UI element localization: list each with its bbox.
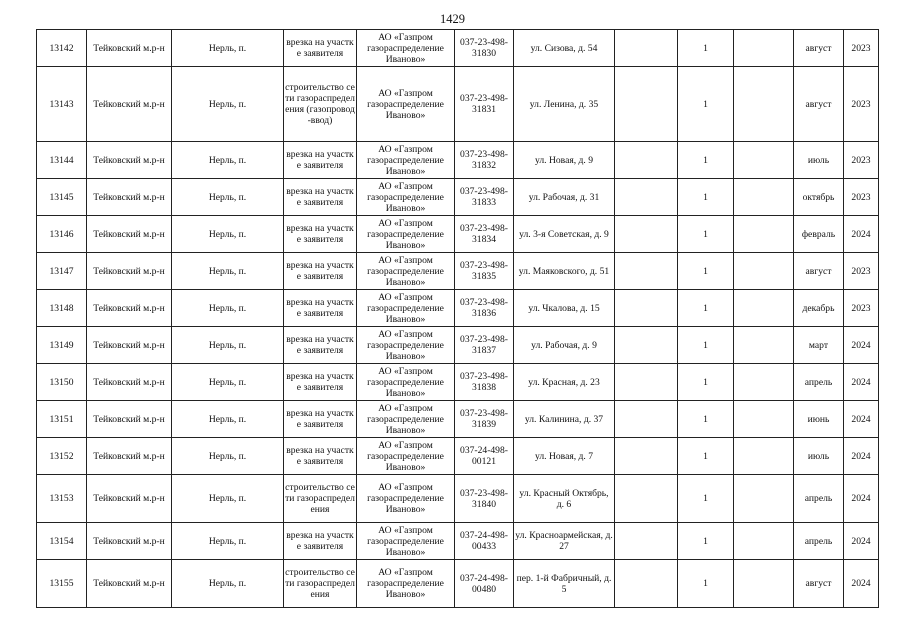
- year-cell: 2024: [844, 523, 879, 560]
- blank-cell-cell: [734, 253, 794, 290]
- year-cell: 2023: [844, 67, 879, 142]
- month-cell: июль: [794, 438, 844, 475]
- address-cell: ул. Маяковского, д. 51: [514, 253, 615, 290]
- count-cell: 1: [678, 67, 734, 142]
- extra-cell-cell: [615, 438, 678, 475]
- organization-cell: АО «Газпром газораспределение Иваново»: [357, 438, 455, 475]
- table-row: [37, 67, 879, 142]
- table-row: [37, 253, 879, 290]
- count-cell: 1: [678, 216, 734, 253]
- address-cell: ул. Рабочая, д. 9: [514, 327, 615, 364]
- page-number: 1429: [440, 12, 465, 26]
- address-cell: ул. Рабочая, д. 31: [514, 179, 615, 216]
- blank-cell-cell: [734, 523, 794, 560]
- work-type-cell: врезка на участке заявителя: [284, 364, 357, 401]
- count-cell: 1: [678, 142, 734, 179]
- address-cell: ул. Красноармейская, д. 27: [514, 523, 615, 560]
- extra-cell-cell: [615, 523, 678, 560]
- application-number-cell: 037-24-498-00121: [455, 438, 514, 475]
- row-number-cell: 13154: [37, 523, 87, 560]
- row-number-cell: 13152: [37, 438, 87, 475]
- year-cell: 2023: [844, 290, 879, 327]
- district-cell: Тейковский м.р-н: [87, 67, 172, 142]
- year-cell: 2023: [844, 142, 879, 179]
- application-number-cell: 037-23-498-31834: [455, 216, 514, 253]
- work-type-cell: врезка на участке заявителя: [284, 401, 357, 438]
- count-cell: 1: [678, 523, 734, 560]
- count-cell: 1: [678, 253, 734, 290]
- extra-cell-cell: [615, 290, 678, 327]
- blank-cell-cell: [734, 67, 794, 142]
- locality-cell: Нерль, п.: [172, 216, 284, 253]
- work-type-cell: строительство сети газораспределения: [284, 475, 357, 523]
- count-cell: 1: [678, 30, 734, 67]
- row-number-cell: 13143: [37, 67, 87, 142]
- row-number-cell: 13147: [37, 253, 87, 290]
- organization-cell: АО «Газпром газораспределение Иваново»: [357, 560, 455, 608]
- locality-cell: Нерль, п.: [172, 179, 284, 216]
- locality-cell: Нерль, п.: [172, 560, 284, 608]
- application-number-cell: 037-23-498-31837: [455, 327, 514, 364]
- year-cell: 2024: [844, 438, 879, 475]
- extra-cell-cell: [615, 364, 678, 401]
- district-cell: Тейковский м.р-н: [87, 179, 172, 216]
- row-number-cell: 13148: [37, 290, 87, 327]
- locality-cell: Нерль, п.: [172, 67, 284, 142]
- application-number-cell: 037-23-498-31831: [455, 67, 514, 142]
- organization-cell: АО «Газпром газораспределение Иваново»: [357, 30, 455, 67]
- work-type-cell: врезка на участке заявителя: [284, 179, 357, 216]
- work-type-cell: врезка на участке заявителя: [284, 523, 357, 560]
- extra-cell-cell: [615, 327, 678, 364]
- locality-cell: Нерль, п.: [172, 327, 284, 364]
- blank-cell-cell: [734, 475, 794, 523]
- address-cell: ул. Ленина, д. 35: [514, 67, 615, 142]
- month-cell: август: [794, 560, 844, 608]
- table-row: [37, 216, 879, 253]
- count-cell: 1: [678, 560, 734, 608]
- table-row: [37, 179, 879, 216]
- district-cell: Тейковский м.р-н: [87, 364, 172, 401]
- month-cell: июль: [794, 142, 844, 179]
- district-cell: Тейковский м.р-н: [87, 142, 172, 179]
- table-row: [37, 401, 879, 438]
- table-row: [37, 142, 879, 179]
- table-row: [37, 290, 879, 327]
- blank-cell-cell: [734, 30, 794, 67]
- locality-cell: Нерль, п.: [172, 438, 284, 475]
- registry-body: [37, 30, 879, 608]
- count-cell: 1: [678, 438, 734, 475]
- registry-table: [36, 29, 879, 608]
- month-cell: октябрь: [794, 179, 844, 216]
- district-cell: Тейковский м.р-н: [87, 290, 172, 327]
- extra-cell-cell: [615, 179, 678, 216]
- district-cell: Тейковский м.р-н: [87, 30, 172, 67]
- district-cell: Тейковский м.р-н: [87, 438, 172, 475]
- table-row: [37, 523, 879, 560]
- month-cell: август: [794, 67, 844, 142]
- blank-cell-cell: [734, 179, 794, 216]
- work-type-cell: врезка на участке заявителя: [284, 327, 357, 364]
- organization-cell: АО «Газпром газораспределение Иваново»: [357, 475, 455, 523]
- row-number-cell: 13145: [37, 179, 87, 216]
- work-type-cell: строительство сети газораспределения: [284, 560, 357, 608]
- count-cell: 1: [678, 290, 734, 327]
- address-cell: ул. Чкалова, д. 15: [514, 290, 615, 327]
- work-type-cell: врезка на участке заявителя: [284, 253, 357, 290]
- organization-cell: АО «Газпром газораспределение Иваново»: [357, 67, 455, 142]
- application-number-cell: 037-23-498-31836: [455, 290, 514, 327]
- month-cell: март: [794, 327, 844, 364]
- work-type-cell: врезка на участке заявителя: [284, 290, 357, 327]
- month-cell: апрель: [794, 364, 844, 401]
- row-number-cell: 13149: [37, 327, 87, 364]
- organization-cell: АО «Газпром газораспределение Иваново»: [357, 364, 455, 401]
- month-cell: апрель: [794, 475, 844, 523]
- row-number-cell: 13150: [37, 364, 87, 401]
- count-cell: 1: [678, 327, 734, 364]
- district-cell: Тейковский м.р-н: [87, 401, 172, 438]
- blank-cell-cell: [734, 438, 794, 475]
- row-number-cell: 13151: [37, 401, 87, 438]
- locality-cell: Нерль, п.: [172, 364, 284, 401]
- month-cell: декабрь: [794, 290, 844, 327]
- locality-cell: Нерль, п.: [172, 290, 284, 327]
- work-type-cell: врезка на участке заявителя: [284, 438, 357, 475]
- address-cell: ул. Красный Октябрь, д. 6: [514, 475, 615, 523]
- organization-cell: АО «Газпром газораспределение Иваново»: [357, 327, 455, 364]
- district-cell: Тейковский м.р-н: [87, 253, 172, 290]
- month-cell: август: [794, 30, 844, 67]
- blank-cell-cell: [734, 142, 794, 179]
- year-cell: 2023: [844, 253, 879, 290]
- year-cell: 2023: [844, 179, 879, 216]
- organization-cell: АО «Газпром газораспределение Иваново»: [357, 253, 455, 290]
- row-number-cell: 13146: [37, 216, 87, 253]
- address-cell: пер. 1-й Фабричный, д. 5: [514, 560, 615, 608]
- application-number-cell: 037-24-498-00433: [455, 523, 514, 560]
- application-number-cell: 037-24-498-00480: [455, 560, 514, 608]
- table-row: [37, 475, 879, 523]
- extra-cell-cell: [615, 401, 678, 438]
- organization-cell: АО «Газпром газораспределение Иваново»: [357, 401, 455, 438]
- application-number-cell: 037-23-498-31832: [455, 142, 514, 179]
- count-cell: 1: [678, 179, 734, 216]
- district-cell: Тейковский м.р-н: [87, 523, 172, 560]
- table-row: [37, 327, 879, 364]
- extra-cell-cell: [615, 30, 678, 67]
- address-cell: ул. Новая, д. 7: [514, 438, 615, 475]
- address-cell: ул. 3-я Советская, д. 9: [514, 216, 615, 253]
- application-number-cell: 037-23-498-31830: [455, 30, 514, 67]
- address-cell: ул. Красная, д. 23: [514, 364, 615, 401]
- count-cell: 1: [678, 475, 734, 523]
- blank-cell-cell: [734, 401, 794, 438]
- count-cell: 1: [678, 364, 734, 401]
- row-number-cell: 13144: [37, 142, 87, 179]
- row-number-cell: 13153: [37, 475, 87, 523]
- extra-cell-cell: [615, 475, 678, 523]
- organization-cell: АО «Газпром газораспределение Иваново»: [357, 142, 455, 179]
- work-type-cell: врезка на участке заявителя: [284, 216, 357, 253]
- extra-cell-cell: [615, 142, 678, 179]
- blank-cell-cell: [734, 364, 794, 401]
- count-cell: 1: [678, 401, 734, 438]
- year-cell: 2024: [844, 327, 879, 364]
- blank-cell-cell: [734, 327, 794, 364]
- organization-cell: АО «Газпром газораспределение Иваново»: [357, 290, 455, 327]
- address-cell: ул. Новая, д. 9: [514, 142, 615, 179]
- year-cell: 2024: [844, 475, 879, 523]
- district-cell: Тейковский м.р-н: [87, 475, 172, 523]
- table-row: [37, 438, 879, 475]
- year-cell: 2024: [844, 364, 879, 401]
- locality-cell: Нерль, п.: [172, 475, 284, 523]
- table-row: [37, 364, 879, 401]
- year-cell: 2023: [844, 30, 879, 67]
- application-number-cell: 037-23-498-31833: [455, 179, 514, 216]
- extra-cell-cell: [615, 253, 678, 290]
- work-type-cell: строительство сети газораспределения (газопровод-ввод): [284, 67, 357, 142]
- blank-cell-cell: [734, 560, 794, 608]
- district-cell: Тейковский м.р-н: [87, 560, 172, 608]
- row-number-cell: 13155: [37, 560, 87, 608]
- month-cell: август: [794, 253, 844, 290]
- application-number-cell: 037-23-498-31840: [455, 475, 514, 523]
- row-number-cell: 13142: [37, 30, 87, 67]
- organization-cell: АО «Газпром газораспределение Иваново»: [357, 523, 455, 560]
- locality-cell: Нерль, п.: [172, 401, 284, 438]
- locality-cell: Нерль, п.: [172, 253, 284, 290]
- locality-cell: Нерль, п.: [172, 523, 284, 560]
- organization-cell: АО «Газпром газораспределение Иваново»: [357, 216, 455, 253]
- district-cell: Тейковский м.р-н: [87, 327, 172, 364]
- extra-cell-cell: [615, 560, 678, 608]
- application-number-cell: 037-23-498-31839: [455, 401, 514, 438]
- year-cell: 2024: [844, 560, 879, 608]
- extra-cell-cell: [615, 216, 678, 253]
- locality-cell: Нерль, п.: [172, 30, 284, 67]
- table-row: [37, 560, 879, 608]
- application-number-cell: 037-23-498-31838: [455, 364, 514, 401]
- work-type-cell: врезка на участке заявителя: [284, 30, 357, 67]
- locality-cell: Нерль, п.: [172, 142, 284, 179]
- address-cell: ул. Калинина, д. 37: [514, 401, 615, 438]
- year-cell: 2024: [844, 216, 879, 253]
- address-cell: ул. Сизова, д. 54: [514, 30, 615, 67]
- month-cell: февраль: [794, 216, 844, 253]
- organization-cell: АО «Газпром газораспределение Иваново»: [357, 179, 455, 216]
- work-type-cell: врезка на участке заявителя: [284, 142, 357, 179]
- blank-cell-cell: [734, 290, 794, 327]
- year-cell: 2024: [844, 401, 879, 438]
- month-cell: апрель: [794, 523, 844, 560]
- month-cell: июнь: [794, 401, 844, 438]
- application-number-cell: 037-23-498-31835: [455, 253, 514, 290]
- table-row: [37, 30, 879, 67]
- extra-cell-cell: [615, 67, 678, 142]
- blank-cell-cell: [734, 216, 794, 253]
- district-cell: Тейковский м.р-н: [87, 216, 172, 253]
